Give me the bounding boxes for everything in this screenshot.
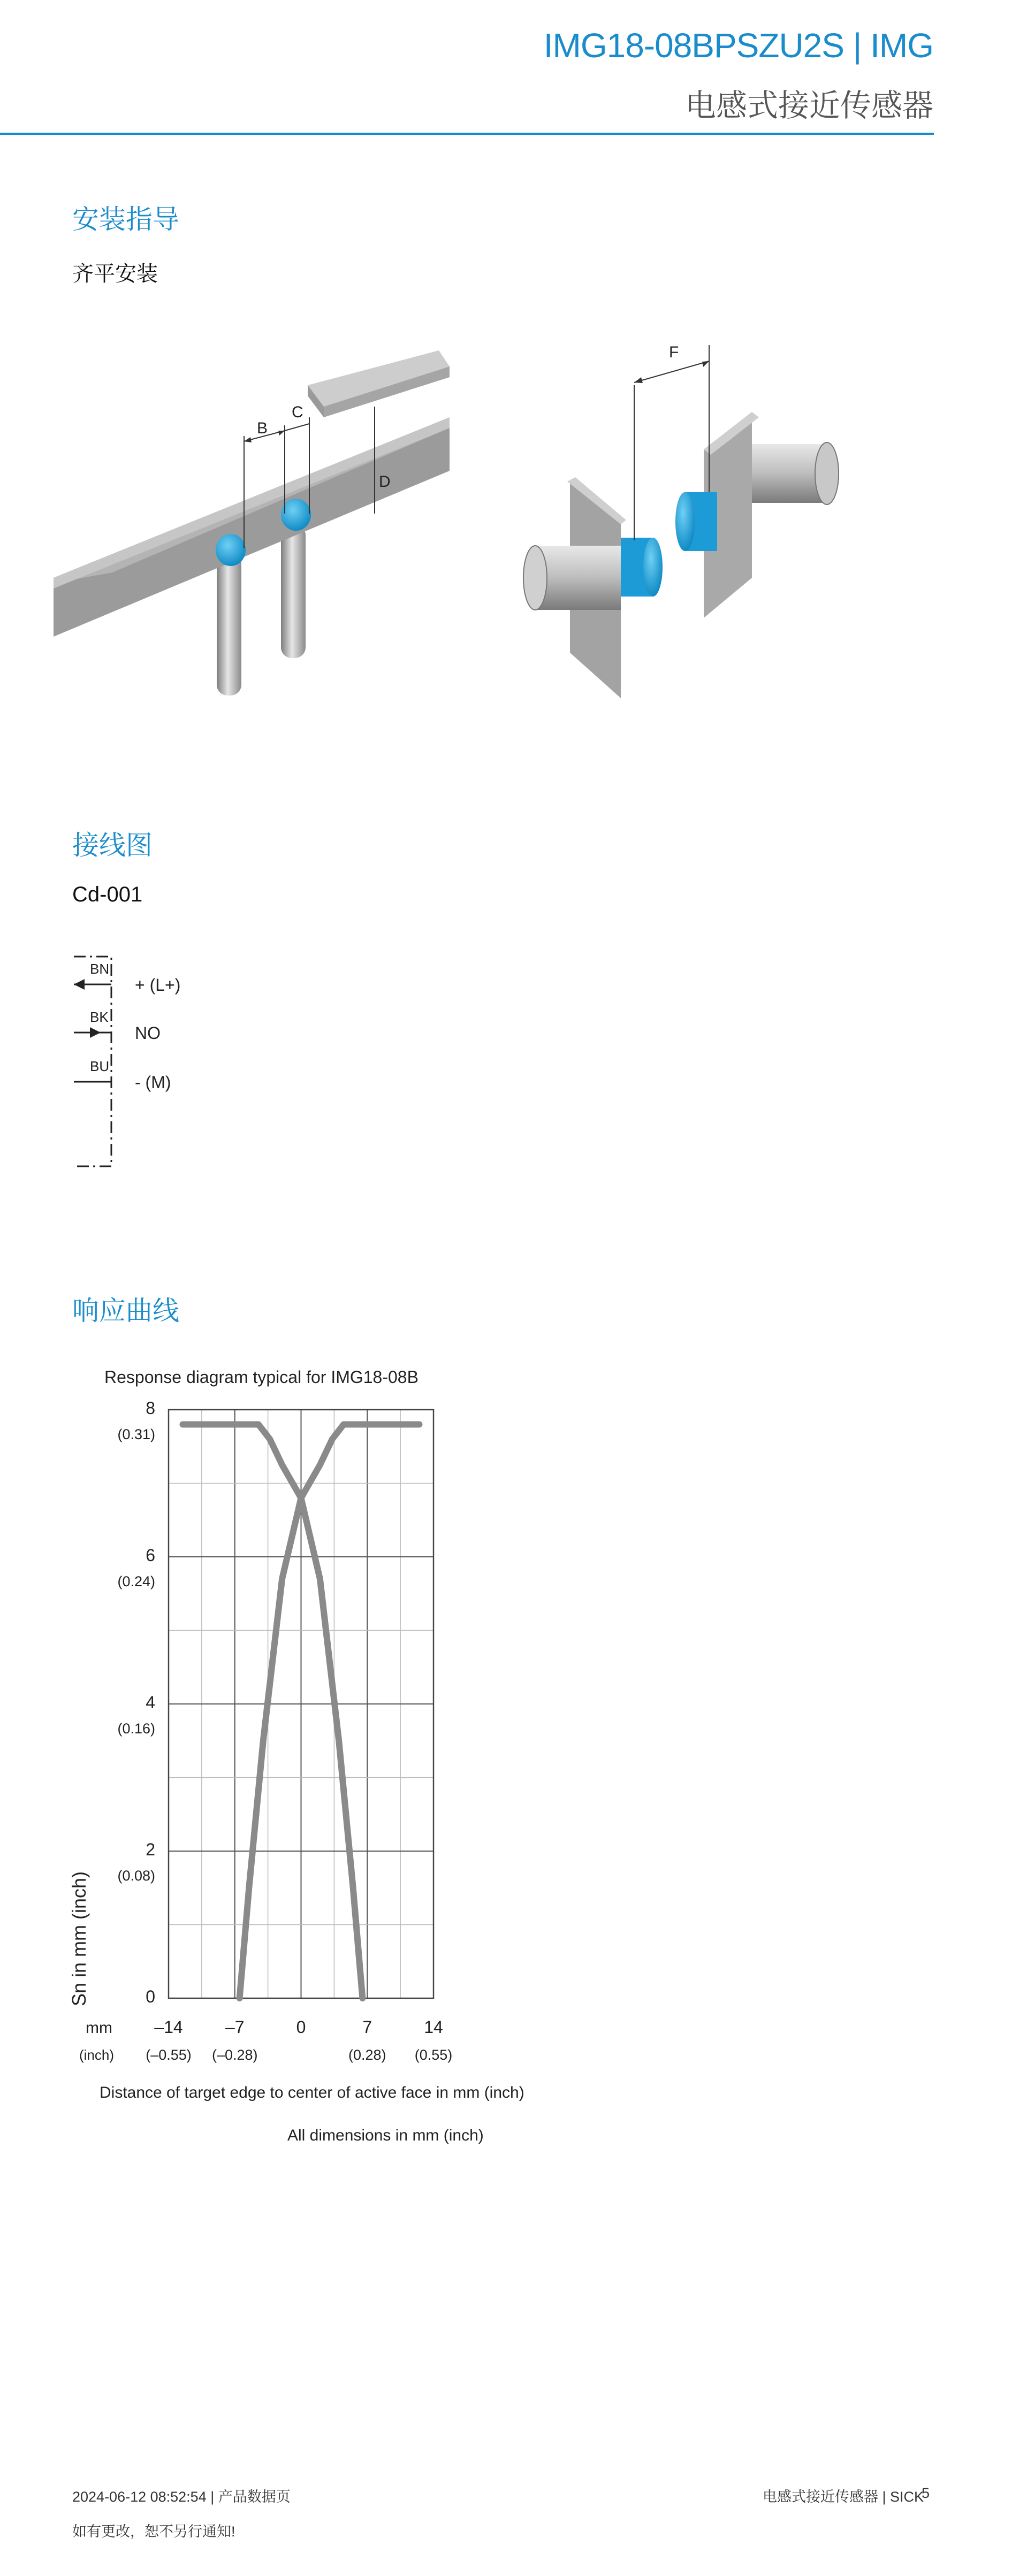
chart-y-axis-label: Sn in mm (inch) — [68, 1871, 90, 2006]
distance-note: Distance of target edge to center of active face in mm (inch) — [100, 2084, 524, 2101]
wire-signal-bn: + (L+) — [135, 975, 181, 995]
y-tick-inch-label: (0.31) — [117, 1426, 155, 1442]
x-tick-label: 14 — [424, 2017, 443, 2037]
x-tick-inch-label: (–0.28) — [211, 2047, 258, 2063]
wiring-diagram — [70, 952, 284, 1177]
x-tick-label: 7 — [362, 2017, 372, 2037]
product-subtitle: 电感式接近传感器 — [684, 88, 933, 123]
installation-title: 安装指导 — [72, 204, 179, 234]
facing-mount-drawing — [523, 343, 839, 698]
y-tick-inch-label: (0.08) — [117, 1868, 155, 1884]
x-tick-label: –7 — [225, 2017, 245, 2037]
x-tick-inch-label: (0.55) — [414, 2047, 453, 2063]
chart-title: Response diagram typical for IMG18-08B — [104, 1367, 419, 1387]
y-tick-label: 8 — [146, 1398, 155, 1418]
footer-brand: 电感式接近传感器 | SICK — [763, 2489, 924, 2505]
y-tick-inch-label: (0.16) — [117, 1721, 155, 1737]
y-tick-inch-label: (0.24) — [117, 1573, 155, 1589]
installation-subtitle: 齐平安装 — [72, 262, 158, 286]
x-unit-mm: mm — [86, 2019, 112, 2037]
dim-label-b: B — [257, 419, 268, 437]
response-curve-2 — [240, 1425, 420, 1999]
x-unit-inch: (inch) — [79, 2047, 115, 2063]
y-tick-label: 2 — [146, 1840, 155, 1859]
wiring-title: 接线图 — [72, 830, 153, 860]
x-tick-label: 0 — [296, 2017, 306, 2037]
wire-signal-bu: - (M) — [135, 1073, 171, 1092]
wire-color-bk: BK — [90, 1009, 109, 1025]
product-title: IMG18-08BPSZU2S | IMG — [543, 26, 933, 65]
footer-timestamp: 2024-06-12 08:52:54 | 产品数据页 — [72, 2489, 291, 2505]
dim-label-c: C — [292, 403, 303, 421]
dim-label-d: D — [379, 473, 391, 491]
installation-illustration — [54, 321, 910, 728]
x-tick-inch-label: (0.28) — [348, 2047, 386, 2063]
wire-signal-bk: NO — [135, 1023, 161, 1043]
wiring-code: Cd-001 — [72, 883, 143, 906]
wire-color-bn: BN — [90, 961, 110, 977]
response-curve-1 — [183, 1425, 363, 1999]
response-chart — [54, 1359, 471, 2070]
page-number: 5 — [922, 2485, 930, 2501]
x-tick-inch-label: (–0.55) — [146, 2047, 192, 2063]
flush-mount-drawing — [54, 350, 450, 695]
y-tick-label: 4 — [146, 1693, 155, 1712]
response-title: 响应曲线 — [72, 1296, 179, 1326]
y-tick-label: 0 — [146, 1987, 155, 2006]
dim-label-f: F — [669, 343, 679, 361]
footer-notice: 如有更改，恕不另行通知! — [72, 2524, 235, 2540]
chart-ticks — [117, 1398, 452, 2063]
y-tick-label: 6 — [146, 1546, 155, 1565]
dimensions-note: All dimensions in mm (inch) — [287, 2127, 484, 2144]
header-rule — [0, 133, 934, 135]
x-tick-label: –14 — [154, 2017, 183, 2037]
wire-color-bu: BU — [90, 1058, 110, 1074]
